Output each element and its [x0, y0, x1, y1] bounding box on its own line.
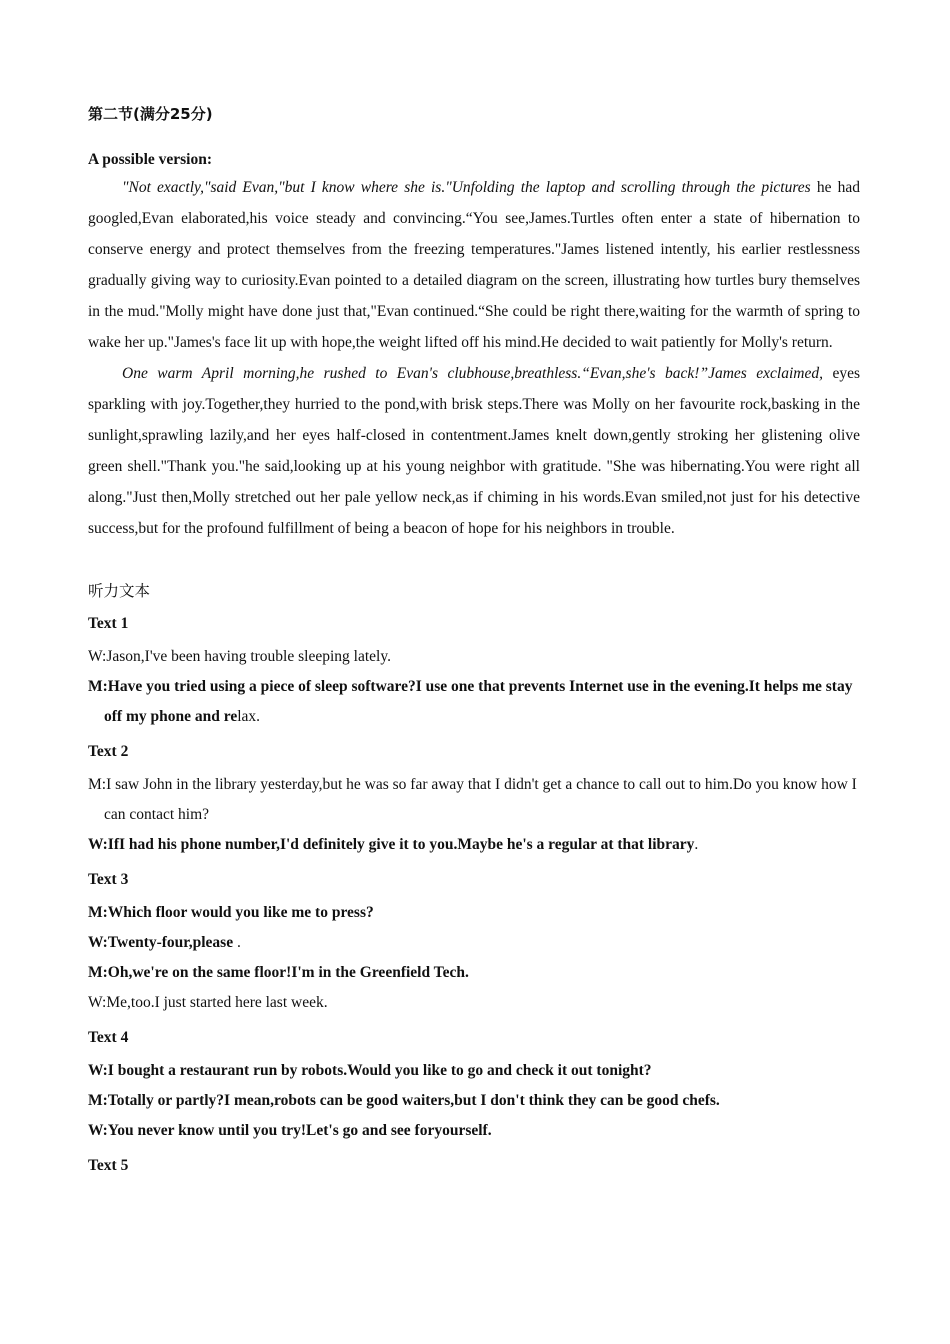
text-label: Text 2 [88, 743, 129, 760]
listening-text-block [88, 1156, 860, 1176]
dialogue-line-text: W:Me,too.I just started here last week. [88, 994, 328, 1011]
listening-title: 听力文本 [88, 582, 151, 600]
dialogue-line-text: M:I saw John in the library yesterday,but he was so far away that I didn't get a chance to call out to him.Do you know how I can contact him? [88, 776, 857, 823]
dialogue-line [88, 642, 860, 672]
text-label: Text 5 [88, 1157, 129, 1174]
essay-paragraph-2 [88, 358, 860, 544]
essay-paragraph-1 [88, 172, 860, 358]
dialogue-line-tail: . [694, 836, 699, 853]
dialogue-line [88, 988, 860, 1018]
dialogue-line [88, 898, 860, 928]
dialogue-line-text: M:Oh,we're on the same floor!I'm in the Greenfield Tech. [88, 964, 469, 981]
essay [88, 172, 860, 544]
dialogue-line-text: W:You never know until you try!Let's go and see foryourself. [88, 1122, 492, 1139]
listening-text-block [88, 870, 860, 1018]
dialogue-line-text: W:I bought a restaurant run by robots.Would you like to go and check it out tonight? [88, 1062, 652, 1079]
dialogue-line [88, 1116, 860, 1146]
document-content [88, 100, 860, 1184]
dialogue-line-text: M:Which floor would you like me to press? [88, 904, 374, 921]
dialogue-line [88, 1056, 860, 1086]
text-label: Text 4 [88, 1029, 129, 1046]
listening-text-block [88, 742, 860, 860]
dialogue-line-text: W:Twenty-four,please [88, 934, 234, 951]
dialogue-line-text: W:Jason,I've been having trouble sleeping lately. [88, 648, 391, 665]
essay-p1-text: he had googled,Evan elaborated,his voice steady and convincing.“You see,James.Turtles often enter a state of hibernation to conserve energy and protect themselves from the freezing temperatures."James listened intently, his earlier restlessness gradually giving way to curiosity.Evan pointed to a detailed diagram on the screen, illustrating how turtles bury themselves in the mud."Molly might have done just that,"Evan continued.“She could be right there,waiting for the warmth of spring to wake her up."James's face lit up with hope,the weight lifted off his mind.He decided to wait patiently for Molly's return. [88, 179, 860, 351]
dialogue-line [88, 1086, 860, 1116]
listening-text-block [88, 1028, 860, 1146]
essay-p2-italic: One warm April morning,he rushed to Evan's clubhouse,breathless.“Evan,she's back!”James exclaimed, [122, 365, 823, 382]
dialogue-line [88, 928, 860, 958]
listening-texts [88, 614, 860, 1176]
version-label: A possible version: [88, 151, 213, 168]
section-title: 第二节(满分25分) [88, 105, 213, 123]
dialogue-line-text: M:Totally or partly?I mean,robots can be good waiters,but I don't think they can be good chefs. [88, 1092, 720, 1109]
text-label: Text 1 [88, 615, 129, 632]
essay-p2-text: eyes sparkling with joy.Together,they hurried to the pond,with brisk steps.There was Molly on her favourite rock,basking in the sunlight,sprawling lazily,and her eyes half-closed in contentment.James knelt down,gently stroking her glistening olive green shell."Thank you."he said,looking up at his young neighbor with gratitude. "She was hibernating.You were right all along."Just then,Molly stretched out her pale yellow neck,as if chiming in his words.Evan smiled,not just for his detective success,but for the profound fulfillment of being a beacon of hope for his neighbors in trouble. [88, 365, 860, 537]
dialogue-line-text: M:Have you tried using a piece of sleep software?I use one that prevents Internet use in the evening.It helps me stay off my phone and re [88, 678, 853, 725]
dialogue-line-text: W:IfI had his phone number,I'd definitely give it to you.Maybe he's a regular at that library [88, 836, 695, 853]
listening-text-block [88, 614, 860, 732]
essay-p1-italic: "Not exactly,"said Evan,"but I know where she is."Unfolding the laptop and scrolling through the pictures [122, 179, 811, 196]
dialogue-line [88, 958, 860, 988]
dialogue-line-tail: . [233, 934, 241, 951]
dialogue-line [88, 672, 860, 732]
dialogue-line [88, 770, 860, 830]
text-label: Text 3 [88, 871, 129, 888]
dialogue-line-tail: lax. [237, 708, 261, 725]
dialogue-line [88, 830, 860, 860]
